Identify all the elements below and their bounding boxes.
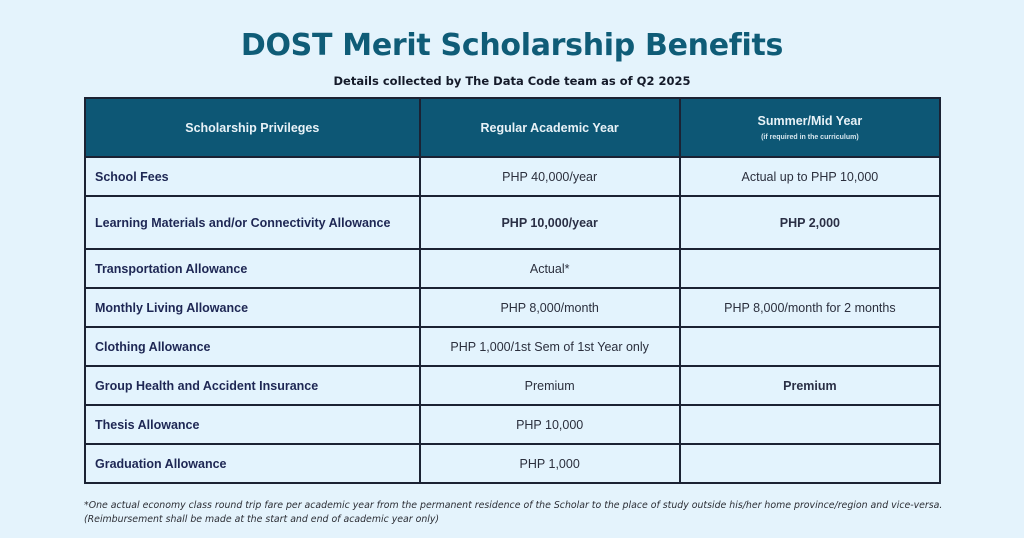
regular-cell: Premium [420,366,680,405]
column-header-privileges [85,98,420,157]
privilege-cell: Monthly Living Allowance [85,288,420,327]
regular-cell: PHP 10,000 [420,405,680,444]
summer-cell: PHP 8,000/month for 2 months [680,288,940,327]
summer-cell [680,405,940,444]
regular-cell: PHP 8,000/month [420,288,680,327]
table-header-row [85,98,940,157]
table-row [85,288,940,327]
column-header-note: (if required in the curriculum) [761,134,859,141]
privilege-cell: School Fees [85,157,420,196]
privilege-cell: Thesis Allowance [85,405,420,444]
column-header-regular [420,98,680,157]
page-subtitle: Details collected by The Data Code team as of Q2 2025 [333,74,691,88]
footnote: *One actual economy class round trip fare per academic year from the permanent residence of the Scholar to the place of study outside his/her home province/region and vice-versa. (Reimbursement shall be made at the start and end of academic year only) [84,500,943,525]
table-row [85,327,940,366]
page-title: DOST Merit Scholarship Benefits [240,28,784,63]
table-row [85,157,940,196]
summer-cell: Actual up to PHP 10,000 [680,157,940,196]
summer-cell: Premium [680,366,940,405]
regular-cell: PHP 10,000/year [420,196,680,249]
privilege-cell: Graduation Allowance [85,444,420,483]
summer-cell [680,249,940,288]
column-header-label: Regular Academic Year [480,120,619,135]
regular-cell: PHP 40,000/year [420,157,680,196]
column-header-label: Scholarship Privileges [185,120,320,135]
column-header-label: Summer/Mid Year [757,114,863,128]
table-row [85,405,940,444]
table-row [85,249,940,288]
table-row [85,444,940,483]
privilege-cell: Group Health and Accident Insurance [85,366,420,405]
summer-cell [680,444,940,483]
regular-cell: PHP 1,000/1st Sem of 1st Year only [420,327,680,366]
regular-cell: PHP 1,000 [420,444,680,483]
privilege-cell: Clothing Allowance [85,327,420,366]
table-row [85,366,940,405]
privilege-cell: Transportation Allowance [85,249,420,288]
summer-cell [680,327,940,366]
table-row [85,196,940,249]
benefits-table [84,97,941,484]
summer-cell: PHP 2,000 [680,196,940,249]
privilege-cell: Learning Materials and/or Connectivity Allowance [85,196,420,249]
column-header-summer [680,98,940,157]
regular-cell: Actual* [420,249,680,288]
